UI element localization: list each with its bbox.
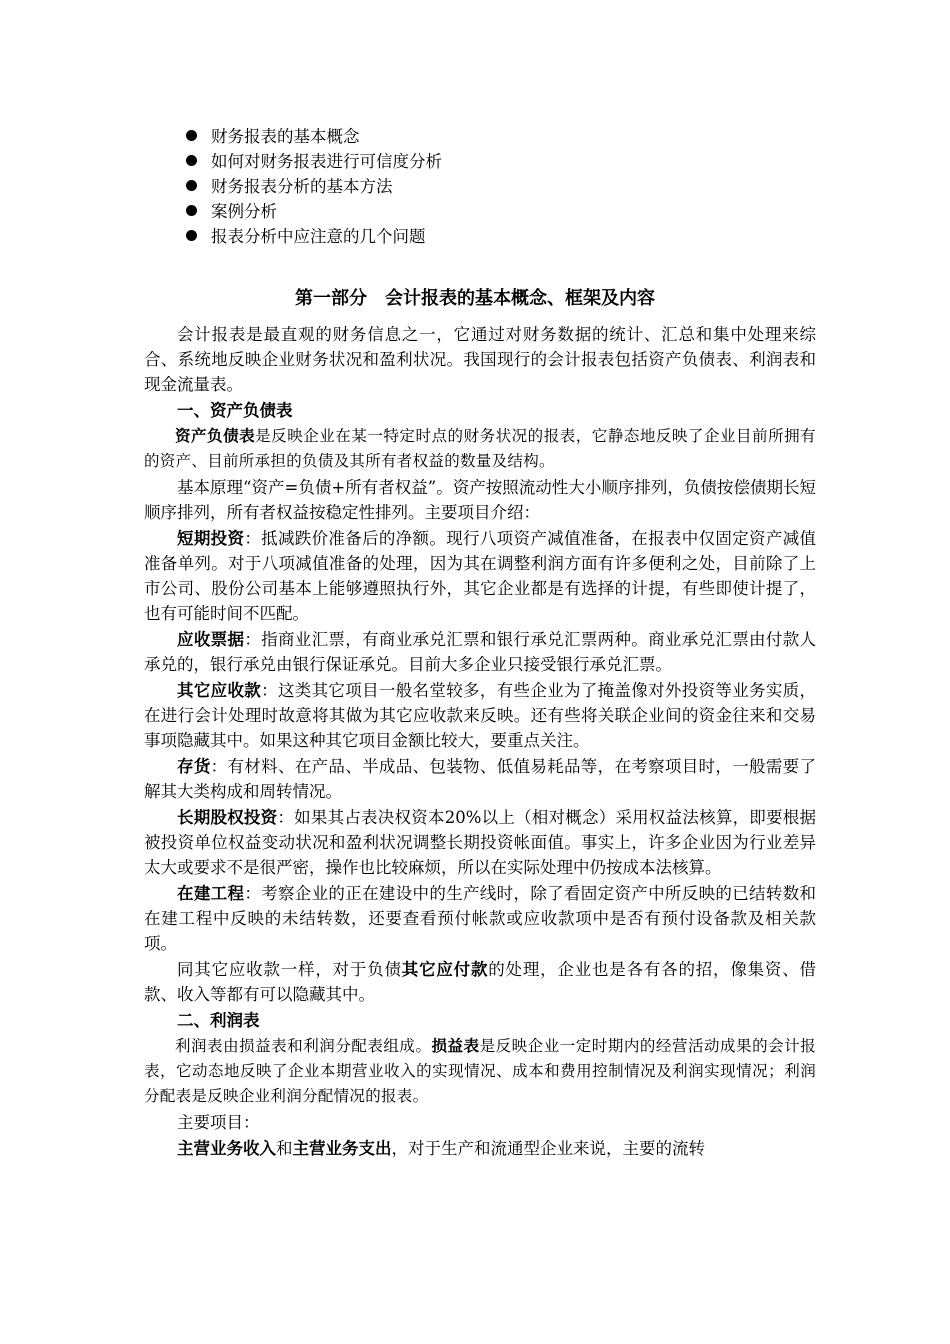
bullet-icon <box>186 155 197 166</box>
term: 在建工程 <box>177 884 245 903</box>
outline-list <box>186 124 442 249</box>
bullet-icon <box>186 205 197 216</box>
construction-in-progress: 在建工程：考察企业的正在建设中的生产线时，除了看固定资产中所反映的已结转数和在建工程中反映的未结转数，还要查看预付帐款或应收款项中是否有预付设备款及相关款项。 <box>144 884 817 953</box>
notes-receivable: 应收票据：指商业汇票，有商业承兑汇票和银行承兑汇票两种。商业承兑汇票由付款人承兑的，银行承兑由银行保证承兑。目前大多企业只接受银行承兑汇票。 <box>144 630 817 674</box>
principle-paragraph: 基本原理“资产=负债+所有者权益”。资产按照流动性大小顺序排列，负债按偿债期长短顺序排列，所有者权益按稳定性排列。主要项目介绍： <box>144 478 816 522</box>
term: 应收票据 <box>177 630 245 649</box>
balance-sheet-definition: 资产负债表是反映企业在某一特定时点的财务状况的报表，它静态地反映了企业目前所拥有的资产、目前所承担的负债及其所有者权益的数量及结构。 <box>144 427 816 470</box>
term: 其它应付款 <box>401 960 489 979</box>
main-items-label: 主要项目： <box>177 1113 260 1132</box>
outline-item: 案例分析 <box>186 199 442 224</box>
term: 其它应收款 <box>177 681 262 700</box>
heading-balance-sheet: 一、资产负债表 <box>177 401 293 420</box>
document-body <box>144 322 816 1161</box>
bullet-icon <box>186 130 197 141</box>
bullet-icon <box>186 230 197 241</box>
heading-income-statement: 二、利润表 <box>177 1011 260 1030</box>
main-business-paragraph: 主营业务收入和主营业务支出，对于生产和流通型企业来说，主要的流转 <box>177 1139 705 1158</box>
outline-item: 如何对财务报表进行可信度分析 <box>186 149 442 174</box>
term: 长期股权投资 <box>177 808 278 827</box>
term: 主营业务收入 <box>177 1139 276 1158</box>
term: 存货 <box>177 757 211 776</box>
term: 资产负债表 <box>175 427 256 445</box>
outline-item: 财务报表的基本概念 <box>186 124 442 149</box>
other-payables: 同其它应收款一样，对于负债其它应付款的处理，企业也是各有各的招，像集资、借款、收入等都有可以隐藏其中。 <box>144 960 817 1004</box>
outline-item: 财务报表分析的基本方法 <box>186 174 442 199</box>
outline-item: 报表分析中应注意的几个问题 <box>186 224 442 249</box>
bullet-icon <box>186 180 197 191</box>
term: 损益表 <box>431 1037 480 1055</box>
inventory: 存货：有材料、在产品、半成品、包装物、低值易耗品等，在考察项目时，一般需要了解其大类构成和周转情况。 <box>144 757 817 801</box>
section-title: 第一部分 会计报表的基本概念、框架及内容 <box>295 288 655 309</box>
income-statement-definition: 利润表由损益表和利润分配表组成。损益表是反映企业一定时期内的经营活动成果的会计报表，它动态地反映了企业本期营业收入的实现情况、成本和费用控制情况及利润实现情况；利润分配表是反映企业利润分配情况的报表。 <box>144 1037 816 1105</box>
short-term-investment: 短期投资：抵减跌价准备后的净额。现行八项资产减值准备，在报表中仅固定资产减值准备单列。对于八项减值准备的处理，因为其在调整利润方面有许多便利之处，目前除了上市公司、股份公司基本上能够遵照执行外，其它企业都是有选择的计提，有些即使计提了，也有可能时间不匹配。 <box>144 529 817 623</box>
term: 短期投资 <box>177 529 245 548</box>
other-receivables: 其它应收款：这类其它项目一般名堂较多，有些企业为了掩盖像对外投资等业务实质，在进行会计处理时故意将其做为其它应收款来反映。还有些将关联企业间的资金往来和交易事项隐藏其中。如果这种其它项目金额比较大，要重点关注。 <box>144 681 817 750</box>
intro-paragraph: 会计报表是最直观的财务信息之一，它通过对财务数据的统计、汇总和集中处理来综合、系统地反映企业财务状况和盈利状况。我国现行的会计报表包括资产负债表、利润表和现金流量表。 <box>144 325 816 394</box>
long-term-equity-investment: 长期股权投资：如果其占表决权资本20%以上（相对概念）采用权益法核算，即要根据被投资单位权益变动状况和盈利状况调整长期投资帐面值。事实上，许多企业因为行业差异太大或要求不是很严密，操作也比较麻烦，所以在实际处理中仍按成本法核算。 <box>144 808 816 877</box>
term: 主营业务支出 <box>292 1139 392 1158</box>
